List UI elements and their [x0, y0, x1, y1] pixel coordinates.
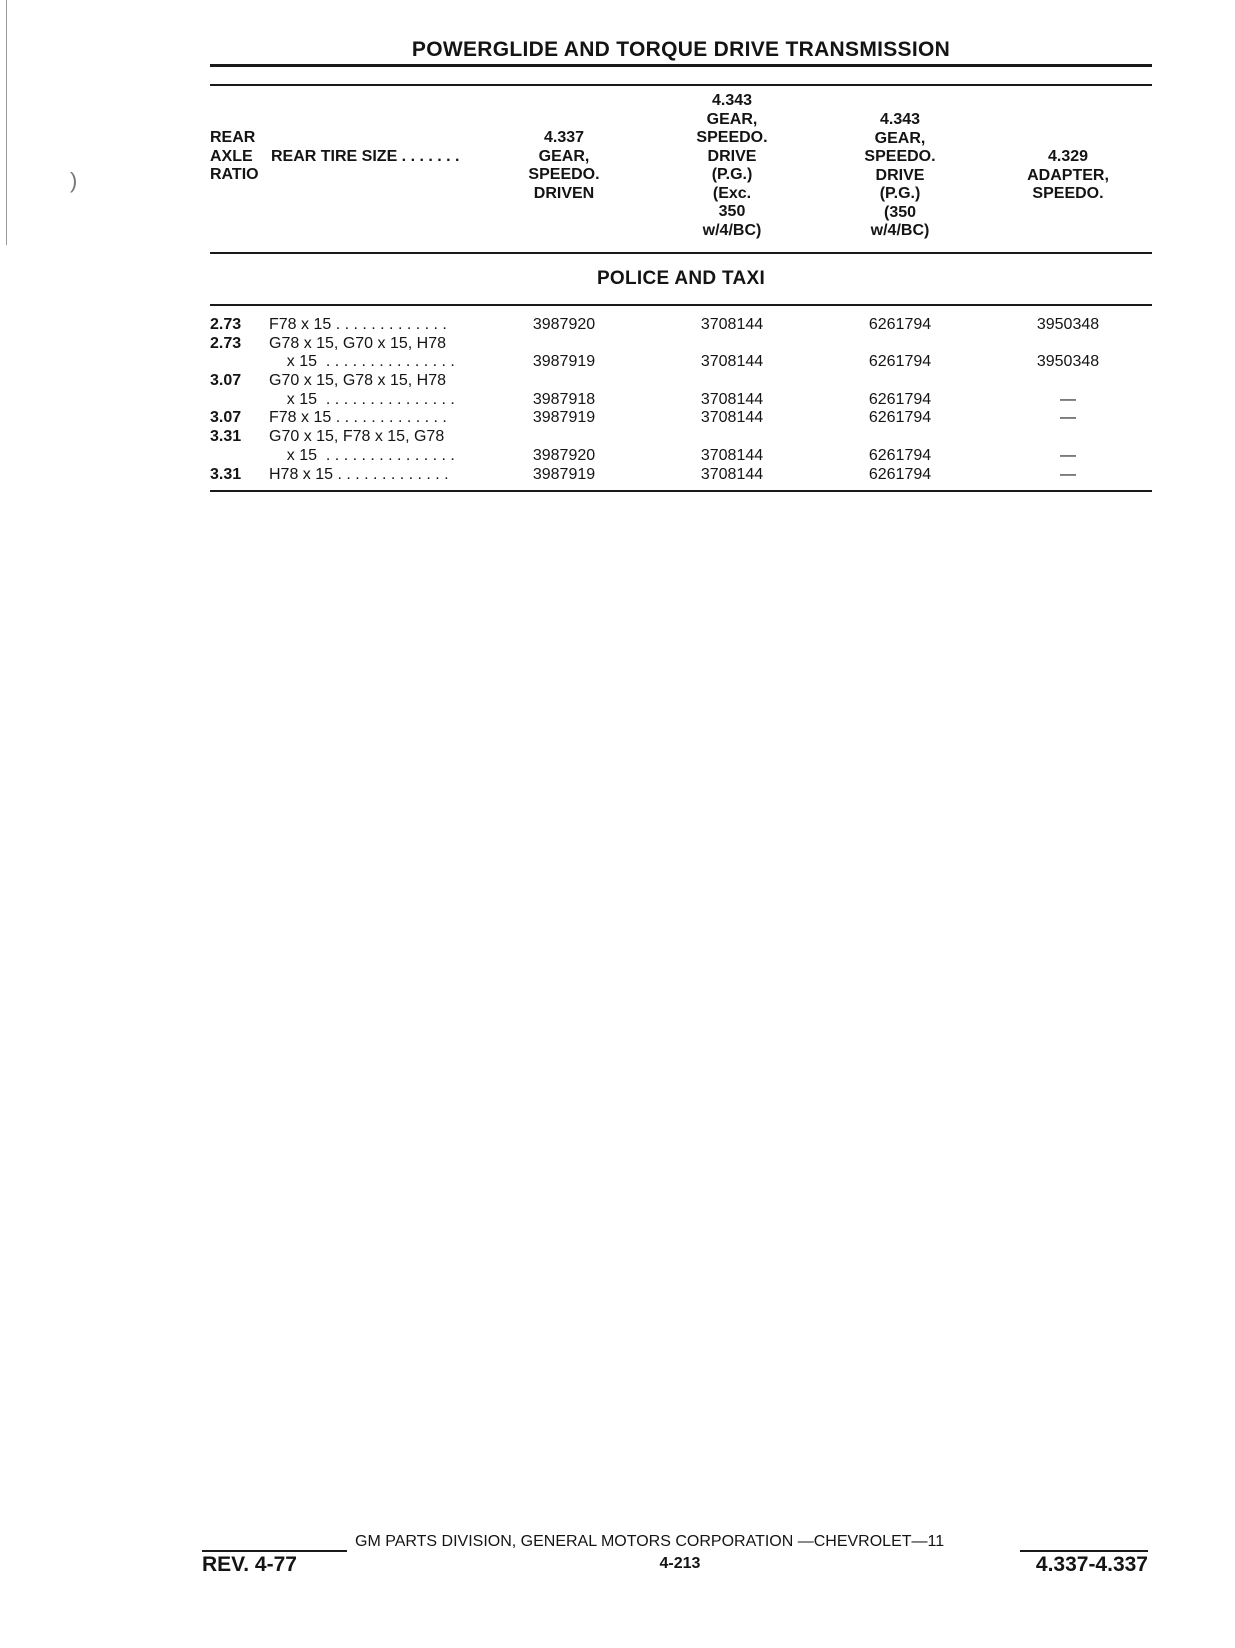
- cell-part-drive-gear-exc-350: 3708144: [700, 465, 764, 483]
- footer-right-rule: [1020, 1550, 1148, 1552]
- cell-rear-tire-size: G70 x 15, G78 x 15, H78: [269, 372, 446, 390]
- table-row: [210, 353, 1152, 372]
- cell-rear-tire-size: F78 x 15 . . . . . . . . . . . . .: [269, 316, 447, 333]
- header-col-driven-gear: 4.337 GEAR, SPEEDO. DRIVEN: [528, 129, 600, 202]
- cell-part-drive-gear-exc-350: 3708144: [700, 409, 764, 427]
- cell-rear-tire-size: F78 x 15 . . . . . . . . . . . . .: [269, 409, 447, 427]
- cell-rear-tire-size: x 15 . . . . . . . . . . . . . . .: [269, 353, 455, 371]
- cell-rear-tire-size: x 15 . . . . . . . . . . . . . . .: [269, 390, 455, 408]
- footer-group-range: 4.337-4.337: [1035, 1553, 1148, 1576]
- cell-part-driven-gear: 3987918: [532, 390, 596, 408]
- parts-table-body: [210, 316, 1152, 484]
- footer-revision: REV. 4-77: [202, 1553, 297, 1576]
- cell-rear-tire-size: H78 x 15 . . . . . . . . . . . . .: [269, 465, 449, 483]
- cell-rear-tire-size: G70 x 15, F78 x 15, G78: [269, 428, 445, 446]
- cell-part-adapter: —: [1060, 390, 1076, 408]
- cell-part-drive-gear-350: 6261794: [868, 390, 932, 408]
- cell-part-driven-gear: 3987920: [532, 446, 596, 464]
- cell-part-driven-gear: 3987919: [532, 353, 596, 371]
- cell-part-driven-gear: 3987919: [532, 409, 596, 427]
- header-bottom-rule: [210, 252, 1152, 254]
- table-row: [210, 466, 1152, 485]
- cell-rear-axle-ratio: 2.73: [210, 334, 242, 352]
- cell-part-drive-gear-350: 6261794: [868, 409, 932, 427]
- header-axle-ratio: REAR AXLE RATIO: [210, 129, 259, 183]
- table-row: [210, 372, 1152, 391]
- cell-part-drive-gear-exc-350: 3708144: [700, 446, 764, 464]
- cell-rear-tire-size: G78 x 15, G70 x 15, H78: [269, 334, 446, 352]
- header-col-drive-gear-exc: 4.343 GEAR, SPEEDO. DRIVE (P.G.) (Exc. 350 w/4/BC): [696, 92, 768, 239]
- title-rule: [210, 64, 1152, 67]
- cell-part-adapter: 3950348: [1036, 353, 1100, 371]
- header-rear-tire-size: REAR TIRE SIZE . . . . . . .: [271, 148, 460, 165]
- cell-rear-axle-ratio: 2.73: [210, 316, 242, 333]
- table-row: [210, 335, 1152, 354]
- header-col-adapter: 4.329 ADAPTER, SPEEDO.: [1027, 148, 1109, 202]
- table-row: [210, 409, 1152, 428]
- cell-part-drive-gear-350: 6261794: [868, 446, 932, 464]
- header-top-rule: [210, 84, 1152, 86]
- cell-part-adapter: —: [1060, 465, 1076, 483]
- table-bottom-rule: [210, 490, 1152, 492]
- section-rule: [210, 304, 1152, 306]
- footer-page-number: 4-213: [659, 1555, 701, 1572]
- footer-publisher: GM PARTS DIVISION, GENERAL MOTORS CORPORATION —CHEVROLET—11: [355, 1533, 945, 1550]
- table-row: [210, 316, 1152, 335]
- cell-part-driven-gear: 3987919: [532, 465, 596, 483]
- cell-rear-axle-ratio: 3.07: [210, 409, 242, 427]
- scan-edge-line: [6, 0, 7, 245]
- cell-part-drive-gear-350: 6261794: [868, 465, 932, 483]
- cell-part-drive-gear-350: 6261794: [868, 353, 932, 371]
- cell-part-drive-gear-exc-350: 3708144: [700, 353, 764, 371]
- table-row: [210, 447, 1152, 466]
- cell-rear-axle-ratio: 3.31: [210, 465, 242, 483]
- cell-part-adapter: —: [1060, 446, 1076, 464]
- cell-part-driven-gear: 3987920: [532, 316, 596, 333]
- cell-part-drive-gear-350: 6261794: [868, 316, 932, 333]
- cell-part-drive-gear-exc-350: 3708144: [700, 390, 764, 408]
- cell-part-drive-gear-exc-350: 3708144: [700, 316, 764, 333]
- cell-part-adapter: —: [1060, 409, 1076, 427]
- page-title: POWERGLIDE AND TORQUE DRIVE TRANSMISSION: [411, 38, 951, 61]
- header-col-drive-gear-350: 4.343 GEAR, SPEEDO. DRIVE (P.G.) (350 w/4/BC): [864, 111, 936, 239]
- table-row: [210, 428, 1152, 447]
- cell-rear-axle-ratio: 3.07: [210, 372, 242, 390]
- cell-rear-tire-size: x 15 . . . . . . . . . . . . . . .: [269, 446, 455, 464]
- cell-part-adapter: 3950348: [1036, 316, 1100, 333]
- scan-edge-mark: ): [70, 168, 78, 193]
- footer-left-rule: [202, 1550, 347, 1552]
- section-title: POLICE AND TAXI: [596, 268, 766, 289]
- table-row: [210, 391, 1152, 410]
- cell-rear-axle-ratio: 3.31: [210, 428, 242, 446]
